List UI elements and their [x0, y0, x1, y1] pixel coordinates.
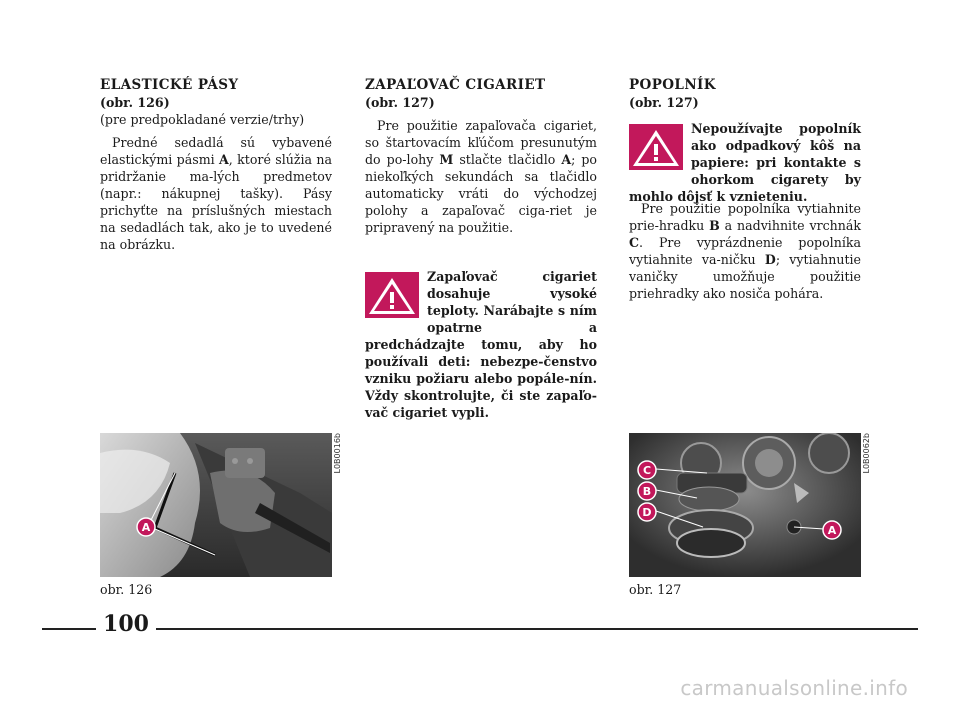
figure-127-label-b	[638, 482, 656, 500]
section-title-ashtray: POPOLNÍK	[629, 77, 716, 93]
figure-reference: (obr. 126)	[100, 95, 170, 110]
watermark: carmanualsonline.info	[680, 676, 908, 700]
paragraph-elastic-straps: Predné sedadlá sú vybavené elastickými pásmi A, ktoré slúžia na pridržanie ma-lých predmetov (napr.: nákupnej tašky). Pásy prichyťte na príslušných miestach na sedadlách tak, ako je to uvedené na obrázku.	[100, 135, 332, 252]
figure-126-caption: obr. 126	[100, 582, 153, 597]
market-note: (pre predpokladané verzie/trhy)	[100, 112, 305, 127]
figure-127-photo	[629, 433, 861, 577]
figure-reference: (obr. 127)	[365, 95, 435, 110]
paragraph-cigarette-lighter: Pre použitie zapaľovača cigariet, so štartovacím kľúčom presunutým do po-lohy M stlačte tlačidlo A; po niekoľkých sekundách sa tlačidlo automaticky vráti do východzej polohy a zapaľovač ciga-riet je pripravený na použitie.	[365, 118, 597, 235]
footer-rule-left	[42, 628, 96, 630]
column-elastic-straps	[100, 76, 332, 253]
warning-lighter	[365, 268, 597, 421]
column-ashtray-body	[629, 200, 861, 302]
warning-ashtray	[629, 120, 861, 205]
svg-text:D: D	[642, 506, 652, 519]
figure-126-photo	[100, 433, 332, 577]
footer-rule-right	[156, 628, 918, 630]
warning-lighter-text: Zapaľovač cigariet dosahuje vysoké teploty. Narábajte s ním opatrne a predchádzajte tomu, aby ho používali deti: nebezpe-čenstvo vzniku požiaru alebo popále-nín. Vždy skontrolujte, či ste zapaľo-vač cigariet vypli.	[365, 269, 597, 420]
warning-triangle-icon	[629, 124, 683, 170]
figure-127-code: L0B0062b	[862, 433, 871, 474]
figure-127-label-a	[823, 521, 841, 539]
svg-text:A: A	[827, 524, 837, 537]
column-cigarette-lighter	[365, 76, 597, 236]
warning-ashtray-text: Nepoužívajte popolník ako odpadkový kôš na papiere: pri kontakte s ohorkom cigarety by mohlo dôjsť k vznieteniu.	[629, 121, 861, 204]
column-ashtray	[629, 76, 861, 111]
svg-text:C: C	[642, 464, 652, 477]
figure-127-caption: obr. 127	[629, 582, 682, 597]
page-number: 100	[103, 611, 149, 637]
svg-text:B: B	[642, 485, 652, 498]
figure-reference: (obr. 127)	[629, 95, 699, 110]
paragraph-ashtray: Pre použitie popolníka vytiahnite prie-hradku B a nadvihnite vrchnák C. Pre vyprázdnenie popolníka vytiahnite va-ničku D; vytiahnutie vaničky umožňuje použitie priehradky ako nosiča pohára.	[629, 201, 862, 301]
figure-126-code: L0B0016b	[333, 433, 342, 474]
figure-126-label-a: A	[141, 521, 151, 534]
figure-127-label-c	[638, 461, 656, 479]
figure-127-label-d	[638, 503, 656, 521]
section-title-cigarette-lighter: ZAPAĽOVAČ CIGARIET	[365, 77, 546, 93]
warning-triangle-icon	[365, 272, 419, 318]
section-title-elastic-straps: ELASTICKÉ PÁSY	[100, 77, 239, 93]
